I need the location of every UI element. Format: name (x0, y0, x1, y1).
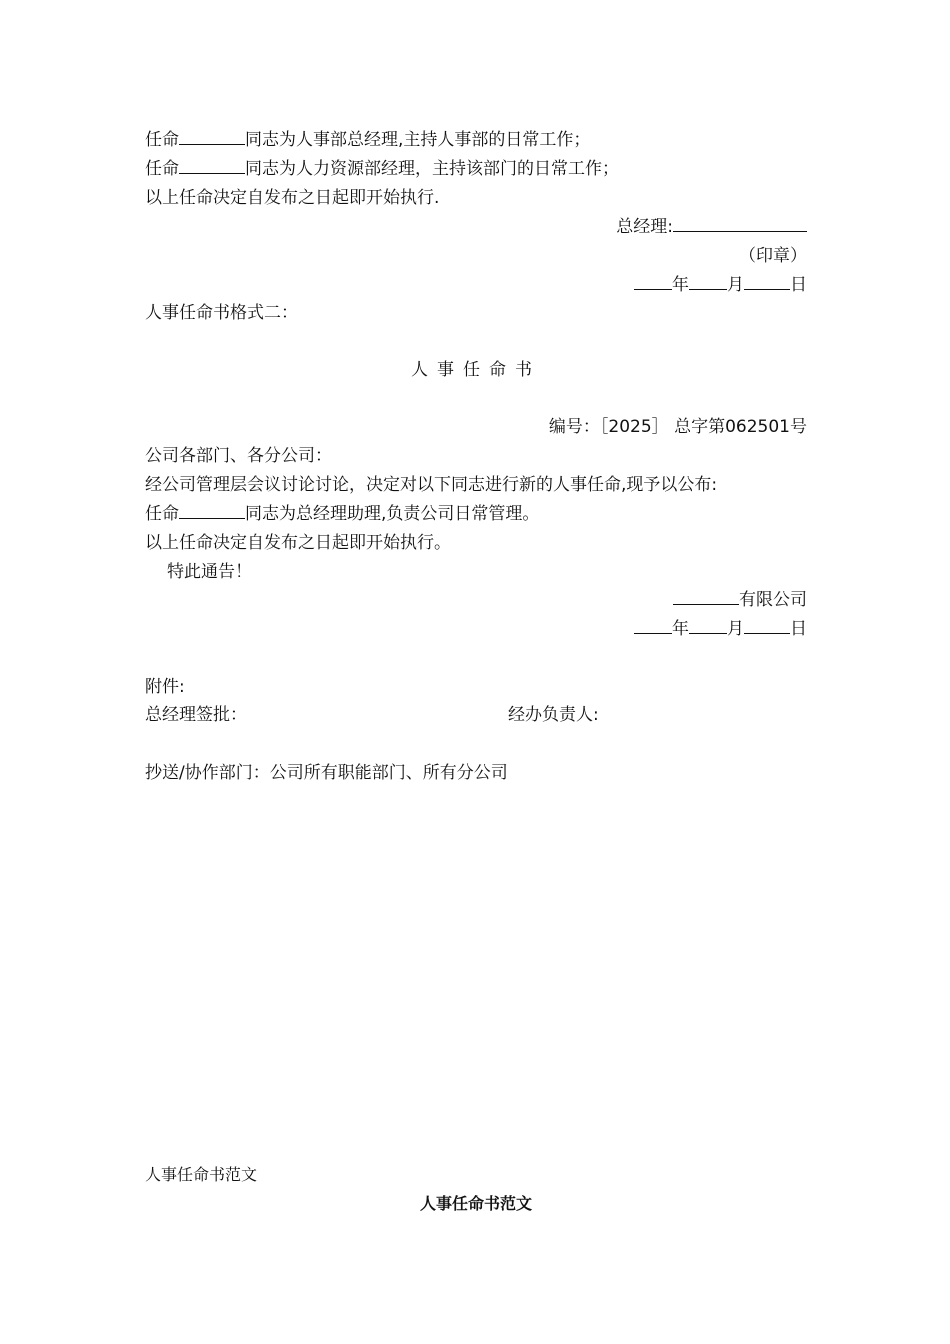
year-label: 年 (672, 619, 689, 639)
footer-center-title: 人事任命书范文 (419, 1194, 532, 1213)
appointment-line-3 (145, 500, 807, 529)
approval-line (145, 701, 807, 730)
appoint-prefix: 任命 (145, 130, 179, 150)
date-line-2 (145, 615, 807, 644)
notice-line: 特此通告！ (167, 562, 252, 582)
addressee: 公司各部门、各分公司： (145, 446, 332, 466)
document-title: 人事任命书 (411, 360, 541, 380)
name-blank (179, 500, 245, 519)
attachment-label: 附件: (145, 677, 185, 697)
name-blank (179, 155, 245, 174)
month-label: 月 (727, 275, 744, 295)
day-label: 日 (790, 275, 807, 295)
date-line (145, 271, 807, 300)
document-page (145, 0, 807, 1344)
year-blank (634, 615, 672, 634)
month-blank (689, 615, 727, 634)
company-blank (673, 586, 739, 605)
year-label: 年 (672, 275, 689, 295)
signature-blank (673, 213, 807, 232)
format-two-heading: 人事任命书格式二： (145, 303, 298, 323)
gm-approval-label: 总经理签批： (145, 705, 247, 725)
month-label: 月 (727, 619, 744, 639)
gm-label: 总经理: (616, 217, 673, 237)
appoint-suffix: 同志为人力资源部经理，主持该部门的日常工作； (245, 159, 619, 179)
company-line (145, 586, 807, 615)
appoint-prefix: 任命 (145, 504, 179, 524)
handler-label: 经办负责人: (508, 705, 599, 725)
intro-paragraph: 经公司管理层会议讨论讨论，决定对以下同志进行新的人事任命,现予以公布: (145, 475, 718, 495)
name-blank (179, 126, 245, 145)
appoint-suffix: 同志为人事部总经理,主持人事部的日常工作； (245, 130, 591, 150)
seal-line: （印章） (739, 246, 807, 266)
day-label: 日 (790, 619, 807, 639)
appointment-line-1 (145, 126, 807, 155)
company-suffix: 有限公司 (739, 590, 807, 610)
footer-left-title: 人事任命书范文 (145, 1165, 258, 1184)
cc-line: 抄送/协作部门：公司所有职能部门、所有分公司 (145, 763, 508, 783)
day-blank (744, 615, 790, 634)
appoint-prefix: 任命 (145, 159, 179, 179)
appoint-suffix: 同志为总经理助理,负责公司日常管理。 (245, 504, 540, 524)
month-blank (689, 271, 727, 290)
appointment-line-2 (145, 155, 807, 184)
day-blank (744, 271, 790, 290)
year-blank (634, 271, 672, 290)
gm-signature-line (145, 213, 807, 242)
effective-line: 以上任命决定自发布之日起即开始执行. (145, 188, 440, 208)
effective-line-2: 以上任命决定自发布之日起即开始执行。 (145, 533, 451, 553)
document-number: 编号：［2025］ 总字第062501号 (548, 417, 807, 437)
